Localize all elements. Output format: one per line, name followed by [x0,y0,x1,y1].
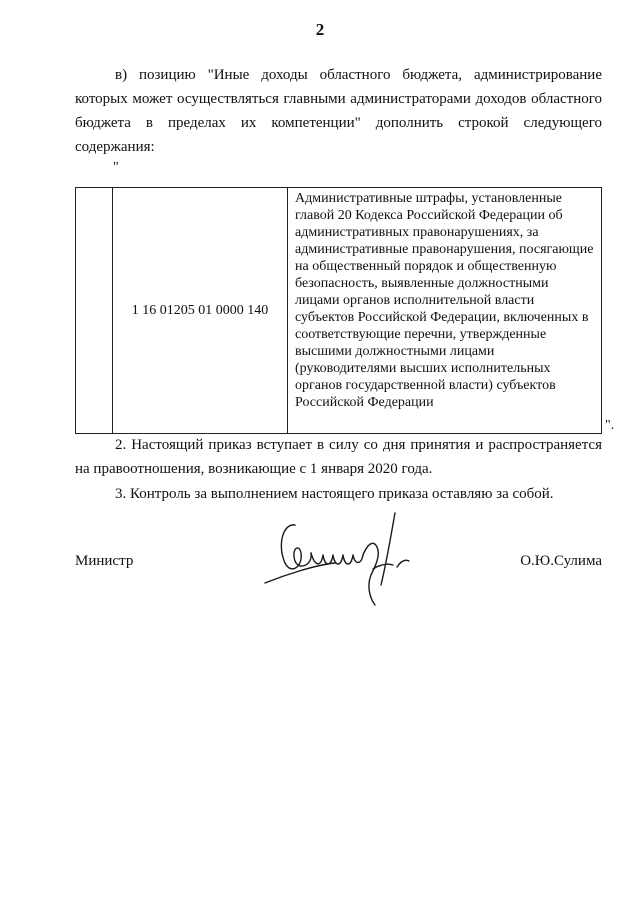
paragraph-3-text: 3. Контроль за выполнением настоящего приказа оставляю за собой. [115,486,554,502]
paragraph-3 [75,482,602,506]
signer-name: О.Ю.Сулима [520,553,602,569]
paragraph-2 [75,433,602,481]
paragraph-item-v-text: в) позицию "Иные доходы областного бюджета, администрирование которых может осуществляться главными администраторами доходов областного бюджета в пределах их компетенции" дополнить строкой следующего содержания: [75,67,602,155]
revenue-code-cell: 1 16 01205 01 0000 140 [113,188,288,434]
paragraph-2-text: 2. Настоящий приказ вступает в силу со дня принятия и распространяется на правоотношения, возникающие с 1 января 2020 года. [75,437,602,477]
closing-quote: ". [605,418,615,433]
table-cell-empty [76,188,113,434]
handwritten-signature [255,505,415,610]
page-number: 2 [315,20,325,39]
signer-position: Министр [75,553,134,569]
paragraph-item-v [75,63,602,159]
revenue-code-table [75,187,602,434]
opening-quote: " [113,160,119,175]
revenue-description-cell: Административные штрафы, установленные главой 20 Кодекса Российской Федерации об административных правонарушениях, за административные правонарушения, посягающие на общественный порядок и общественную безопасность, выявленные должностными лицами органов исполнительной власти субъектов Российской Федерации, включенных в соответствующие перечни, утвержденные высшими должностными лицами (руководителями высших исполнительных органов государственной власти) субъектов Российской Федерации [288,188,602,434]
table-row [76,188,602,434]
